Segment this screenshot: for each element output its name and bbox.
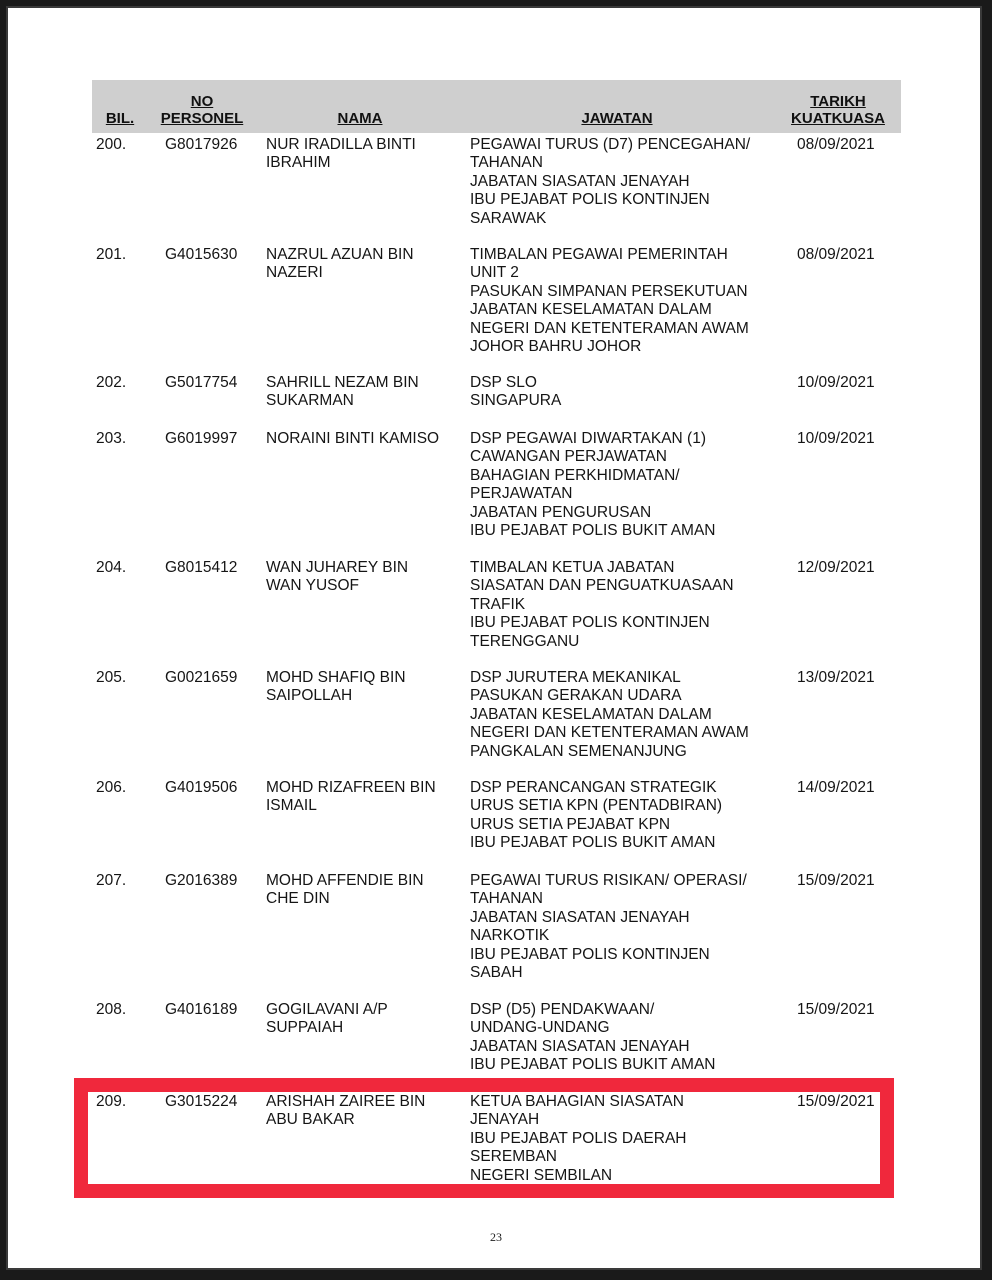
header-no-personel: NO PERSONEL	[160, 93, 244, 127]
header-jawatan: JAWATAN	[581, 110, 653, 127]
row-tarikh: 14/09/2021	[797, 779, 875, 796]
row-jawatan: DSP (D5) PENDAKWAAN/ UNDANG-UNDANG JABATAN SIASATAN JENAYAH IBU PEJABAT POLIS BUKIT AMAN	[470, 1001, 716, 1074]
row-no-personel: G4016189	[165, 1001, 238, 1018]
row-tarikh: 10/09/2021	[797, 430, 875, 447]
row-bil: 209.	[96, 1093, 127, 1110]
header-nama: NAMA	[337, 110, 383, 127]
row-no-personel: G0021659	[165, 669, 238, 686]
row-nama: NORAINI BINTI KAMISO	[266, 430, 440, 447]
row-tarikh: 12/09/2021	[797, 559, 875, 576]
row-jawatan: TIMBALAN KETUA JABATAN SIASATAN DAN PENGUATKUASAAN TRAFIK IBU PEJABAT POLIS KONTINJEN TERENGGANU	[470, 559, 734, 650]
row-nama: WAN JUHAREY BIN WAN YUSOF	[266, 559, 409, 595]
header-tarikh-kuatkuasa: TARIKH KUATKUASA	[791, 93, 885, 127]
row-no-personel: G6019997	[165, 430, 238, 447]
page-number: 23	[490, 1230, 502, 1244]
row-nama: ARISHAH ZAIREE BIN ABU BAKAR	[266, 1093, 426, 1129]
row-nama: MOHD AFFENDIE BIN CHE DIN	[266, 872, 424, 908]
row-no-personel: G3015224	[165, 1093, 238, 1110]
row-jawatan: PEGAWAI TURUS RISIKAN/ OPERASI/ TAHANAN JABATAN SIASATAN JENAYAH NARKOTIK IBU PEJABAT POLIS KONTINJEN SABAH	[470, 872, 747, 982]
row-jawatan: DSP JURUTERA MEKANIKAL PASUKAN GERAKAN UDARA JABATAN KESELAMATAN DALAM NEGERI DAN KETENTERAMAN AWAM PANGKALAN SEMENANJUNG	[470, 669, 749, 760]
row-no-personel: G5017754	[165, 374, 238, 391]
row-nama: NAZRUL AZUAN BIN NAZERI	[266, 246, 414, 282]
row-bil: 205.	[96, 669, 127, 686]
row-bil: 208.	[96, 1001, 127, 1018]
table-header	[92, 80, 901, 133]
row-bil: 207.	[96, 872, 127, 889]
row-bil: 204.	[96, 559, 127, 576]
row-nama: MOHD RIZAFREEN BIN ISMAIL	[266, 779, 436, 815]
row-nama: GOGILAVANI A/P SUPPAIAH	[266, 1001, 388, 1037]
row-nama: NUR IRADILLA BINTI IBRAHIM	[266, 136, 416, 172]
row-jawatan: TIMBALAN PEGAWAI PEMERINTAH UNIT 2 PASUKAN SIMPANAN PERSEKUTUAN JABATAN KESELAMATAN DALAM NEGERI DAN KETENTERAMAN AWAM JOHOR BAHRU JOHOR	[470, 246, 749, 356]
row-bil: 202.	[96, 374, 127, 391]
row-no-personel: G8015412	[165, 559, 238, 576]
row-bil: 201.	[96, 246, 127, 263]
row-jawatan: DSP SLO SINGAPURA	[470, 374, 562, 410]
row-tarikh: 15/09/2021	[797, 1093, 875, 1110]
row-bil: 200.	[96, 136, 127, 153]
header-bil: BIL.	[105, 110, 135, 127]
row-jawatan: DSP PERANCANGAN STRATEGIK URUS SETIA KPN (PENTADBIRAN) URUS SETIA PEJABAT KPN IBU PEJABAT POLIS BUKIT AMAN	[470, 779, 723, 852]
row-nama: SAHRILL NEZAM BIN SUKARMAN	[266, 374, 419, 410]
row-jawatan: DSP PEGAWAI DIWARTAKAN (1) CAWANGAN PERJAWATAN BAHAGIAN PERKHIDMATAN/ PERJAWATAN JABATAN PENGURUSAN IBU PEJABAT POLIS BUKIT AMAN	[470, 430, 716, 540]
row-nama: MOHD SHAFIQ BIN SAIPOLLAH	[266, 669, 406, 705]
row-no-personel: G4015630	[165, 246, 238, 263]
row-jawatan: PEGAWAI TURUS (D7) PENCEGAHAN/ TAHANAN JABATAN SIASATAN JENAYAH IBU PEJABAT POLIS KONTINJEN SARAWAK	[470, 136, 751, 227]
row-tarikh: 13/09/2021	[797, 669, 875, 686]
highlight-box	[74, 1078, 894, 1198]
row-bil: 206.	[96, 779, 127, 796]
row-tarikh: 15/09/2021	[797, 1001, 875, 1018]
row-jawatan: KETUA BAHAGIAN SIASATAN JENAYAH IBU PEJABAT POLIS DAERAH SEREMBAN NEGERI SEMBILAN	[470, 1093, 687, 1184]
row-tarikh: 10/09/2021	[797, 374, 875, 391]
row-no-personel: G2016389	[165, 872, 238, 889]
row-bil: 203.	[96, 430, 127, 447]
row-no-personel: G8017926	[165, 136, 238, 153]
row-tarikh: 08/09/2021	[797, 136, 875, 153]
row-tarikh: 08/09/2021	[797, 246, 875, 263]
row-no-personel: G4019506	[165, 779, 238, 796]
row-tarikh: 15/09/2021	[797, 872, 875, 889]
